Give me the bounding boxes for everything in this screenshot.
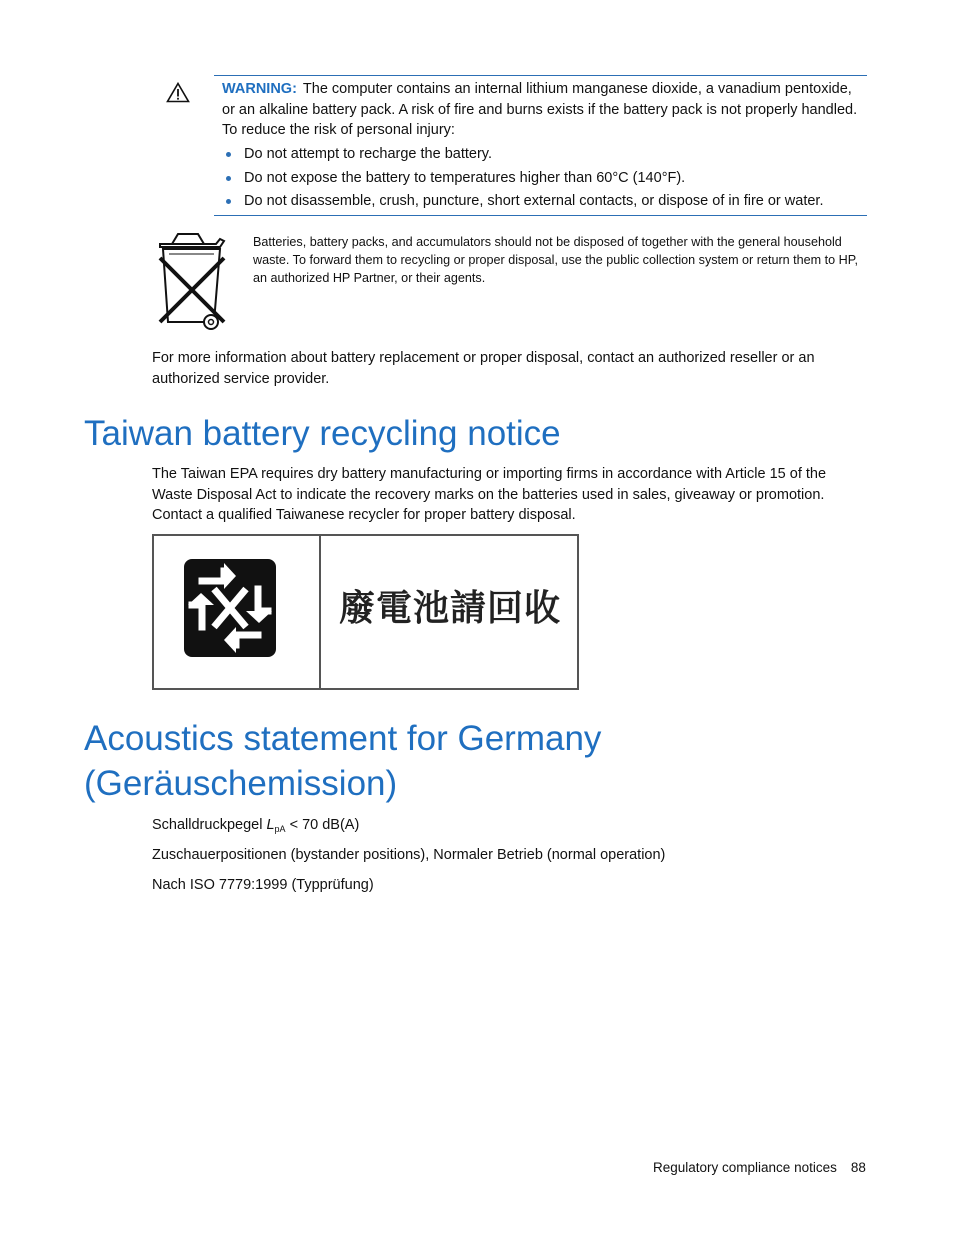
list-item: Do not expose the battery to temperatures higher than 60°C (140°F). bbox=[222, 168, 867, 192]
bullet-icon bbox=[226, 176, 231, 181]
recycle-chinese-label: 廢電池請回收 bbox=[338, 587, 561, 629]
taiwan-recycle-arrows-icon bbox=[184, 559, 276, 657]
more-info-paragraph: For more information about battery replacement or proper disposal, contact an authorized reseller or an authorized service provider. bbox=[152, 350, 815, 387]
bystander-line: Zuschauerpositionen (bystander positions), Normaler Betrieb (normal operation) bbox=[152, 847, 666, 863]
list-item: Do not attempt to recharge the battery. bbox=[222, 144, 867, 168]
iso-line: Nach ISO 7779:1999 (Typprüfung) bbox=[152, 877, 374, 893]
disposal-text: Batteries, battery packs, and accumulators should not be disposed of together with the general household waste. To forward them to recycling or proper disposal, use the public collection system or return them to HP, an authorized HP Partner, or their agents. bbox=[253, 235, 859, 285]
warning-top-rule bbox=[214, 75, 867, 76]
warning-bottom-rule bbox=[214, 215, 867, 216]
warning-triangle-icon bbox=[166, 82, 190, 103]
acoustics-heading-line2: (Geräuschemission) bbox=[84, 764, 398, 803]
warning-text bbox=[222, 79, 862, 141]
footer-section: Regulatory compliance notices bbox=[653, 1160, 837, 1175]
list-item: Do not disassemble, crush, puncture, short external contacts, or dispose of in fire or water. bbox=[222, 191, 867, 215]
sound-pressure-line: Schalldruckpegel $L_{pA} < 70$ dB(A) bbox=[152, 817, 360, 834]
bullet-icon bbox=[226, 199, 231, 204]
warning-list bbox=[222, 144, 867, 215]
bullet-icon bbox=[226, 152, 231, 157]
taiwan-paragraph: The Taiwan EPA requires dry battery manufacturing or importing firms in accordance with Article 15 of the Waste Disposal Act to indicate the recovery marks on the batteries used in sales, giveaway or promotion. Contact a qualified Taiwanese recycler for proper battery disposal. bbox=[152, 466, 827, 523]
page-number: 88 bbox=[850, 1160, 866, 1175]
page-footer bbox=[653, 1158, 873, 1178]
warning-label: WARNING: bbox=[222, 81, 297, 97]
crossed-out-wheelie-bin-icon bbox=[154, 230, 229, 332]
taiwan-heading: Taiwan battery recycling notice bbox=[84, 414, 561, 453]
warning-body: The computer contains an internal lithium manganese dioxide, a vanadium pentoxide, or an alkaline battery pack. A risk of fire and burns exists if the battery pack is not properly handled. To reduce the risk of personal injury: bbox=[222, 81, 858, 138]
acoustics-heading-line1: Acoustics statement for Germany bbox=[84, 719, 602, 758]
